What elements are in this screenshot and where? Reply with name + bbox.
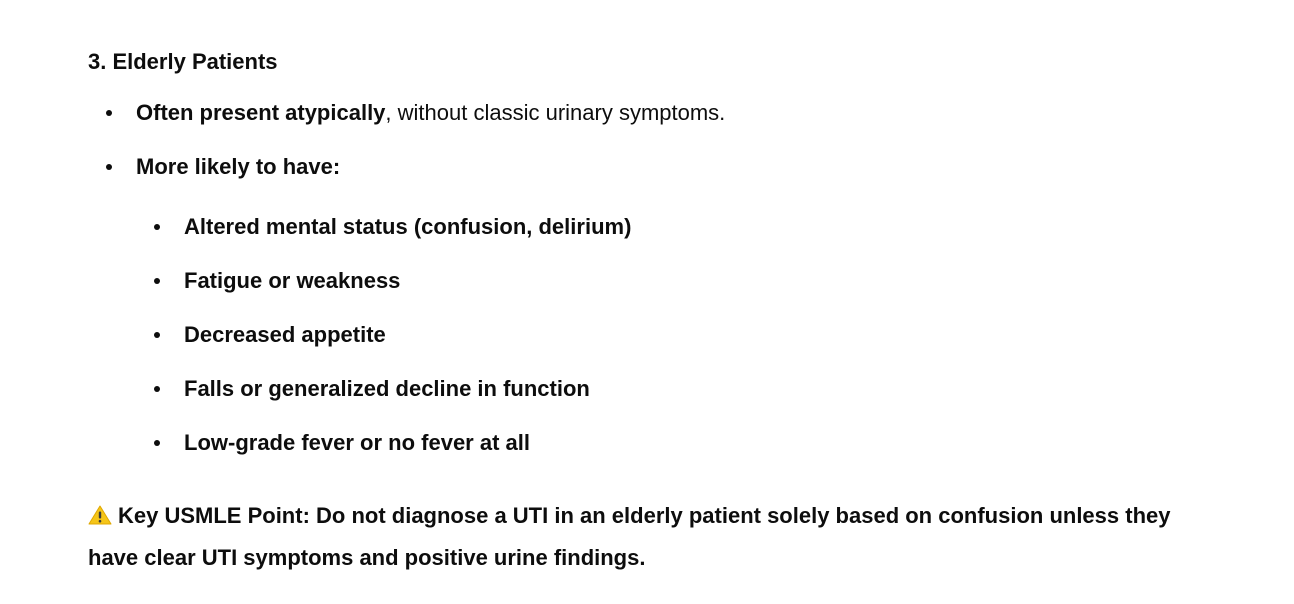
bullet-dot <box>154 224 160 230</box>
bullet-dot <box>106 164 112 170</box>
key-point-note <box>88 495 1198 579</box>
list-item-rest-text: , without classic urinary symptoms. <box>385 100 726 125</box>
bullet-dot <box>106 110 112 116</box>
list-item-bold-text: Often present atypically <box>136 100 386 125</box>
sub-list-item-text: Decreased appetite <box>184 322 386 347</box>
sub-list-item-text: Altered mental status (confusion, delirium) <box>184 214 632 239</box>
sub-list-item-text: Falls or generalized decline in function <box>184 376 590 401</box>
section-heading: 3. Elderly Patients <box>88 49 278 74</box>
list-item-bold-text: More likely to have: <box>136 154 341 179</box>
sub-list-item-text: Fatigue or weakness <box>184 268 401 293</box>
bullet-dot <box>154 278 160 284</box>
bullet-dot <box>154 386 160 392</box>
sub-list-item-text: Low-grade fever or no fever at all <box>184 430 530 455</box>
list-item-text <box>136 98 725 128</box>
list-item-text <box>136 152 340 182</box>
bullet-dot <box>154 440 160 446</box>
key-point-text: Key USMLE Point: Do not diagnose a UTI in an elderly patient solely based on confusion unless they have clear UTI symptoms and positive urine findings. <box>88 503 1171 570</box>
bullet-dot <box>154 332 160 338</box>
warning-icon <box>88 505 112 525</box>
